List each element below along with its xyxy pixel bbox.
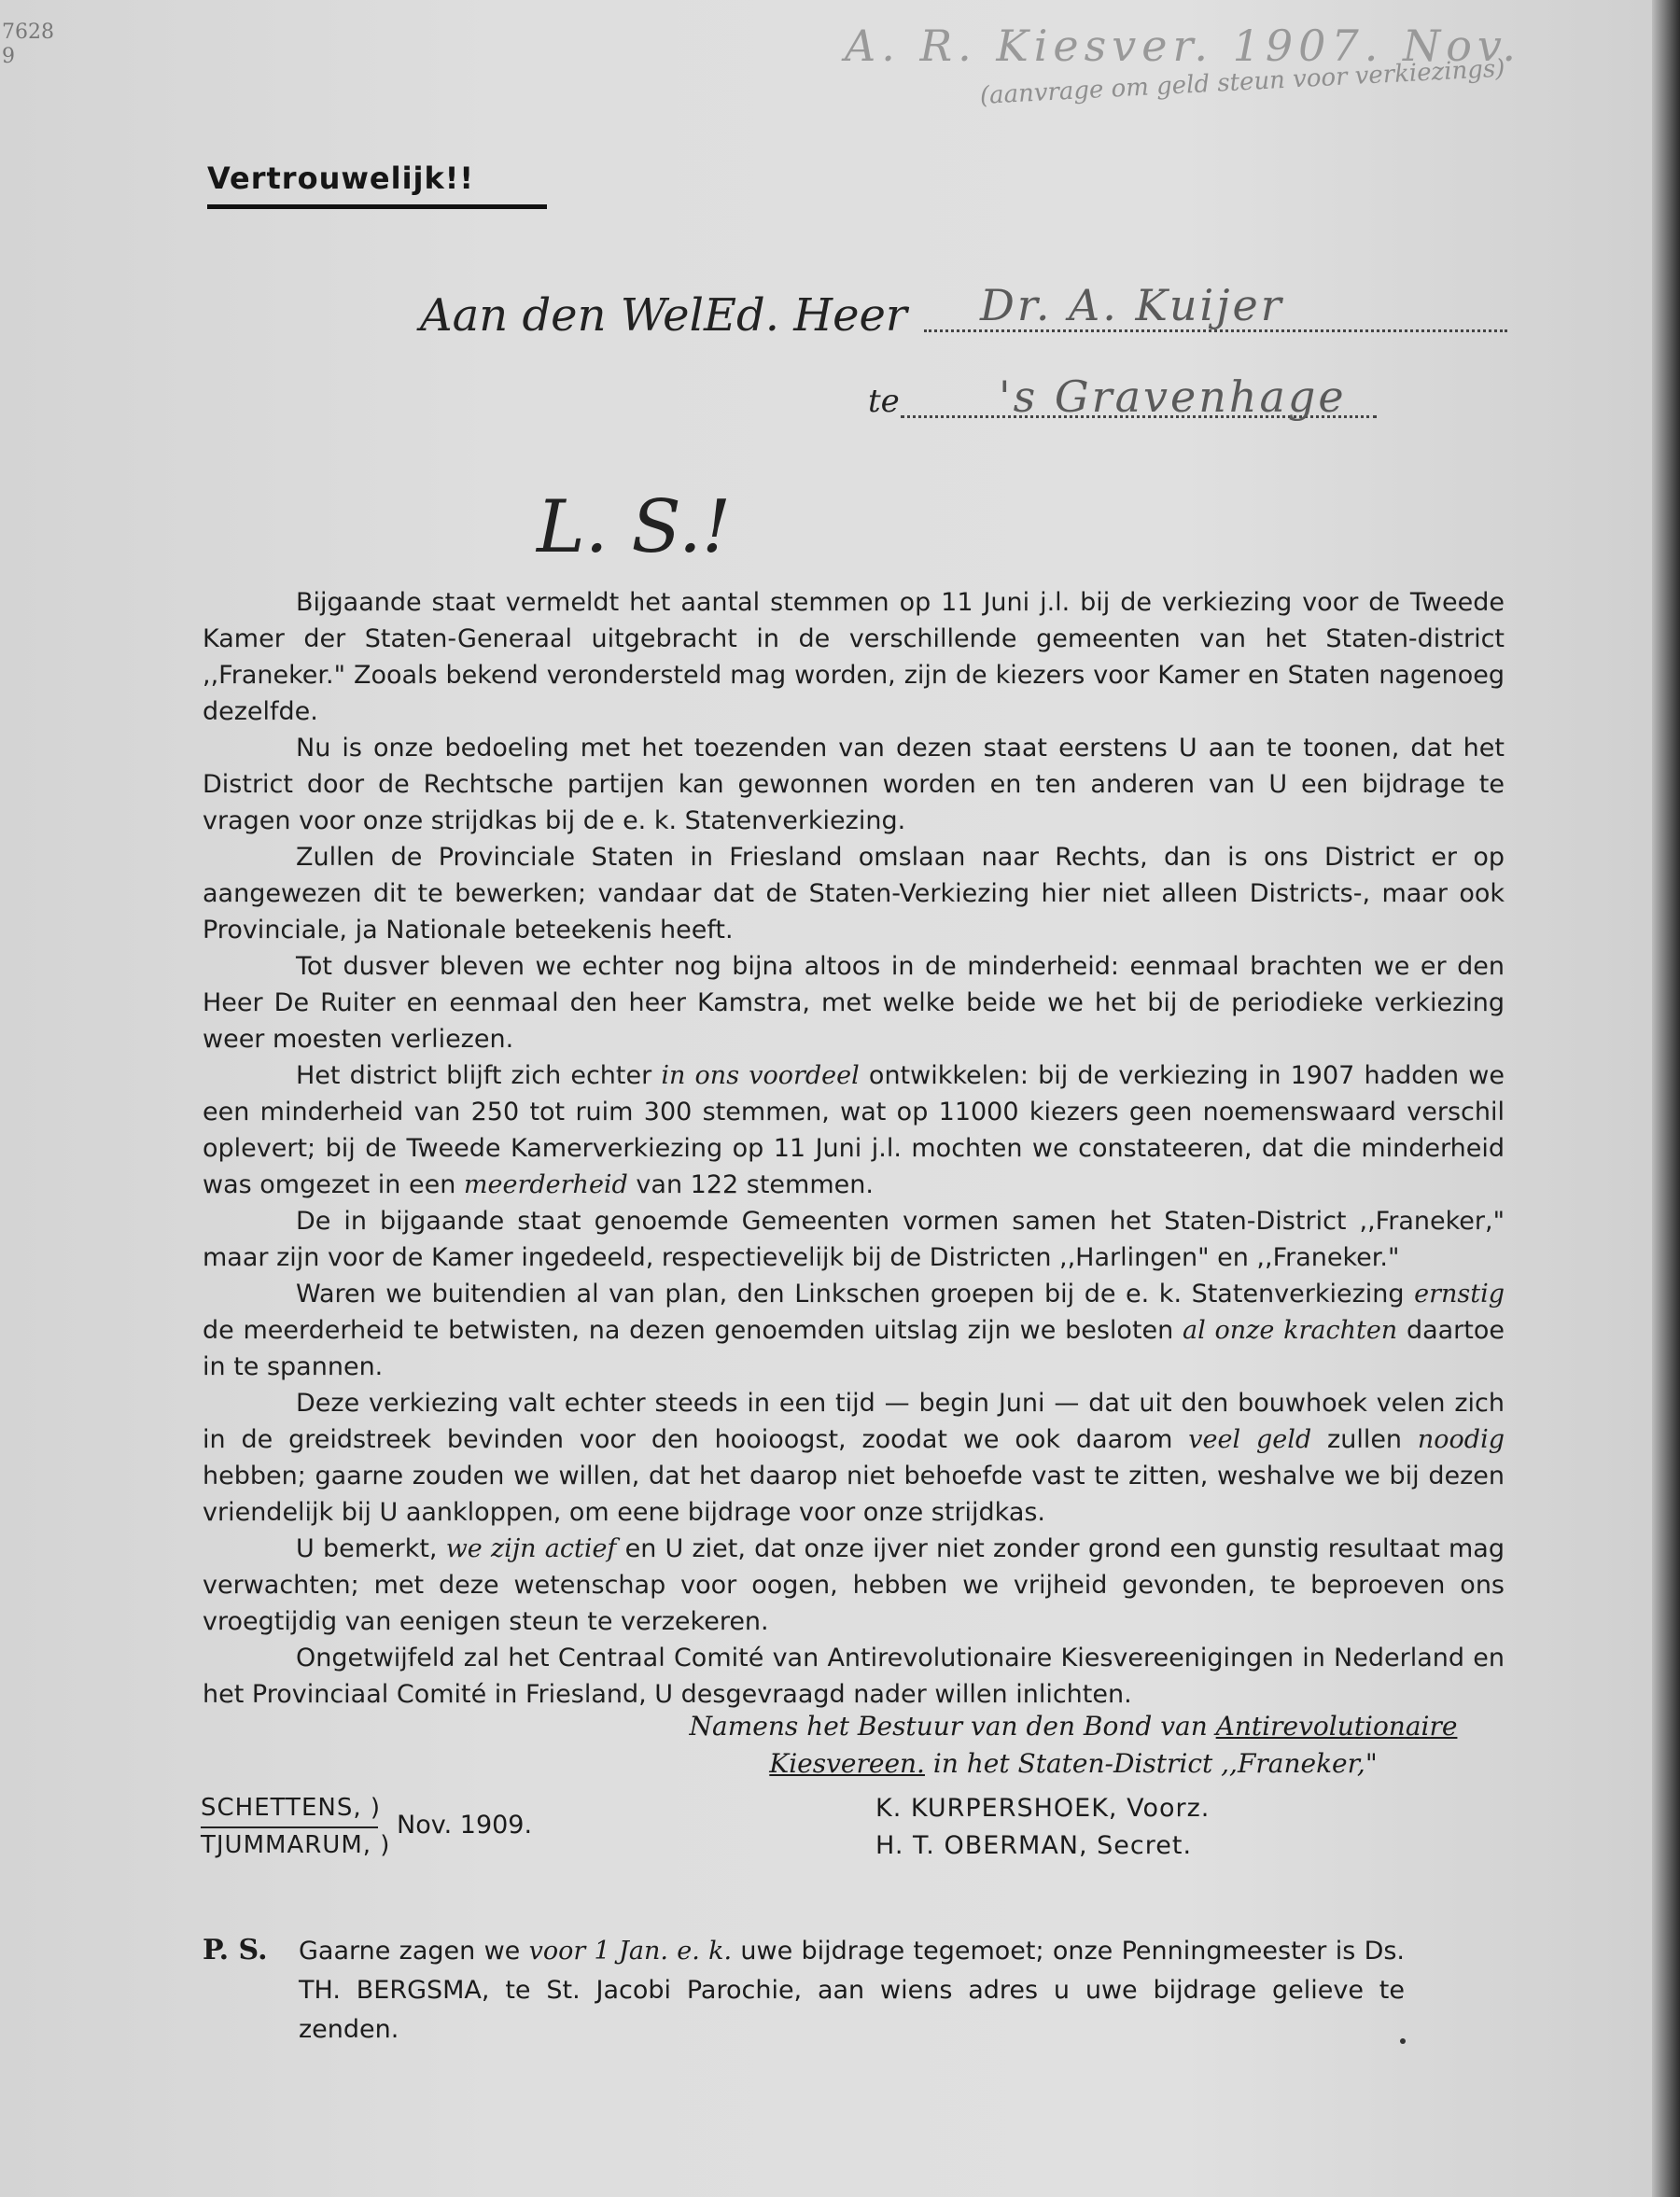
place-schettens: SCHETTENS, ): [201, 1794, 381, 1822]
paragraph: Deze verkiezing valt echter steeds in een tijd — begin Juni — dat uit den bouwhoek velen zich in de greidstreek bevinden voor den hooioogst, zoodat we ook daarom veel geld zullen noodig hebben; gaarne zouden we willen, dat het daarop niet behoefde vast te zitten, weshalve we bij dezen vriendelijk bij U aankloppen, om eene bijdrage voor onze strijdkas.: [203, 1389, 1505, 1527]
signer-chair: K. KURPERSHOEK, Voorz.: [875, 1794, 1211, 1823]
confidential-underline: [207, 204, 547, 209]
paragraph: U bemerkt, we zijn actief en U ziet, dat onze ijver niet zonder grond een gunstig resultaat mag verwachten; met deze wetenschap voor oogen, hebben we vrijheid gevonden, te beproeven ons vroegtijdig van eenigen steun te verzekeren.: [203, 1534, 1505, 1636]
signature-header: Namens het Bestuur van den Bond van Antirevolutionaire Kiesvereen. in het Staten-District ,,Franeker,": [689, 1711, 1458, 1779]
address-prefix: Aan den WelEd. Heer: [420, 289, 907, 342]
place-tjummarum: TJUMMARUM, ): [201, 1831, 391, 1859]
page-edge-shadow: [1652, 0, 1680, 2197]
archive-corner-note: 7628 9: [2, 21, 54, 68]
letter-date: Nov. 1909.: [397, 1811, 533, 1840]
confidential-heading: Vertrouwelijk!!: [207, 161, 474, 196]
archive-handwritten-subnote: (aanvrage om geld steun voor verkiezings): [979, 54, 1506, 110]
postscript-text: Gaarne zagen we voor 1 Jan. e. k. uwe bijdrage tegemoet; onze Penningmeester is Ds. TH. BERGSMA, te St. Jacobi Parochie, aan wiens adres u uwe bijdrage gelieve te zenden.: [299, 1937, 1406, 2044]
postscript-label: P. S.: [203, 1934, 268, 1966]
paragraph: Waren we buitendien al van plan, den Linkschen groepen bij de e. k. Statenverkiezing ernstig de meerderheid te betwisten, na dezen genoemden uitslag zijn we besloten al onze krachten daartoe in te spannen.: [203, 1280, 1505, 1381]
letter-body: [203, 584, 1505, 1713]
recipient-city: 's Gravenhage: [999, 371, 1347, 422]
paragraph: Het district blijft zich echter in ons voordeel ontwikkelen: bij de verkiezing in 1907 hadden we een minderheid van 250 tot ruim 300 stemmen, wat op 11000 kiezers geen noemenswaard verschil oplevert; bij de Tweede Kamerverkiezing op 11 Juni j.l. mochten we constateeren, dat die minderheid was omgezet in een meerderheid van 122 stemmen.: [203, 1061, 1505, 1199]
recipient-name: Dr. A. Kuijer: [980, 280, 1284, 330]
paragraph: De in bijgaande staat genoemde Gemeenten vormen samen het Staten-District ,,Franeker," maar zijn voor de Kamer ingedeeld, respectievelijk bij de Districten ,,Harlingen" en ,,Franeker.": [203, 1207, 1505, 1272]
salutation: L. S.!: [537, 485, 732, 569]
paragraph: Nu is onze bedoeling met het toezenden van dezen staat eerstens U aan te toonen, dat het District door de Rechtsche partijen kan gewonnen worden en ten anderen van U een bijdrage te vragen voor onze strijdkas bij de e. k. Statenverkiezing.: [203, 734, 1505, 835]
signer-secretary: H. T. OBERMAN, Secret.: [875, 1831, 1193, 1860]
paragraph: Ongetwijfeld zal het Centraal Comité van Antirevolutionaire Kiesvereenigingen in Nederland en het Provinciaal Comité in Friesland, U desgevraagd nader willen inlichten.: [203, 1644, 1505, 1709]
ink-mark: [1400, 2038, 1406, 2044]
address-te: te: [868, 383, 900, 420]
archive-handwritten-note: A. R. Kiesver. 1907. Nov.: [845, 21, 1522, 71]
paragraph: Bijgaande staat vermeldt het aantal stemmen op 11 Juni j.l. bij de verkiezing voor de Tweede Kamer der Staten-Generaal uitgebracht in de verschillende gemeenten van het Staten-district ,,Franeker." Zooals bekend verondersteld mag worden, zijn de kiezers voor Kamer en Staten nagenoeg dezelfde.: [203, 588, 1505, 726]
place-divider: [201, 1826, 378, 1828]
paragraph: Zullen de Provinciale Staten in Friesland omslaan naar Rechts, dan is ons District er op aangewezen dit te bewerken; vandaar dat de Staten-Verkiezing hier niet alleen Districts-, maar ook Provinciale, ja Nationale beteekenis heeft.: [203, 843, 1505, 945]
paragraph: Tot dusver bleven we echter nog bijna altoos in de minderheid: eenmaal brachten we er den Heer De Ruiter en eenmaal den heer Kamstra, met welke beide we het bij de periodieke verkiezing weer moesten verliezen.: [203, 952, 1505, 1054]
